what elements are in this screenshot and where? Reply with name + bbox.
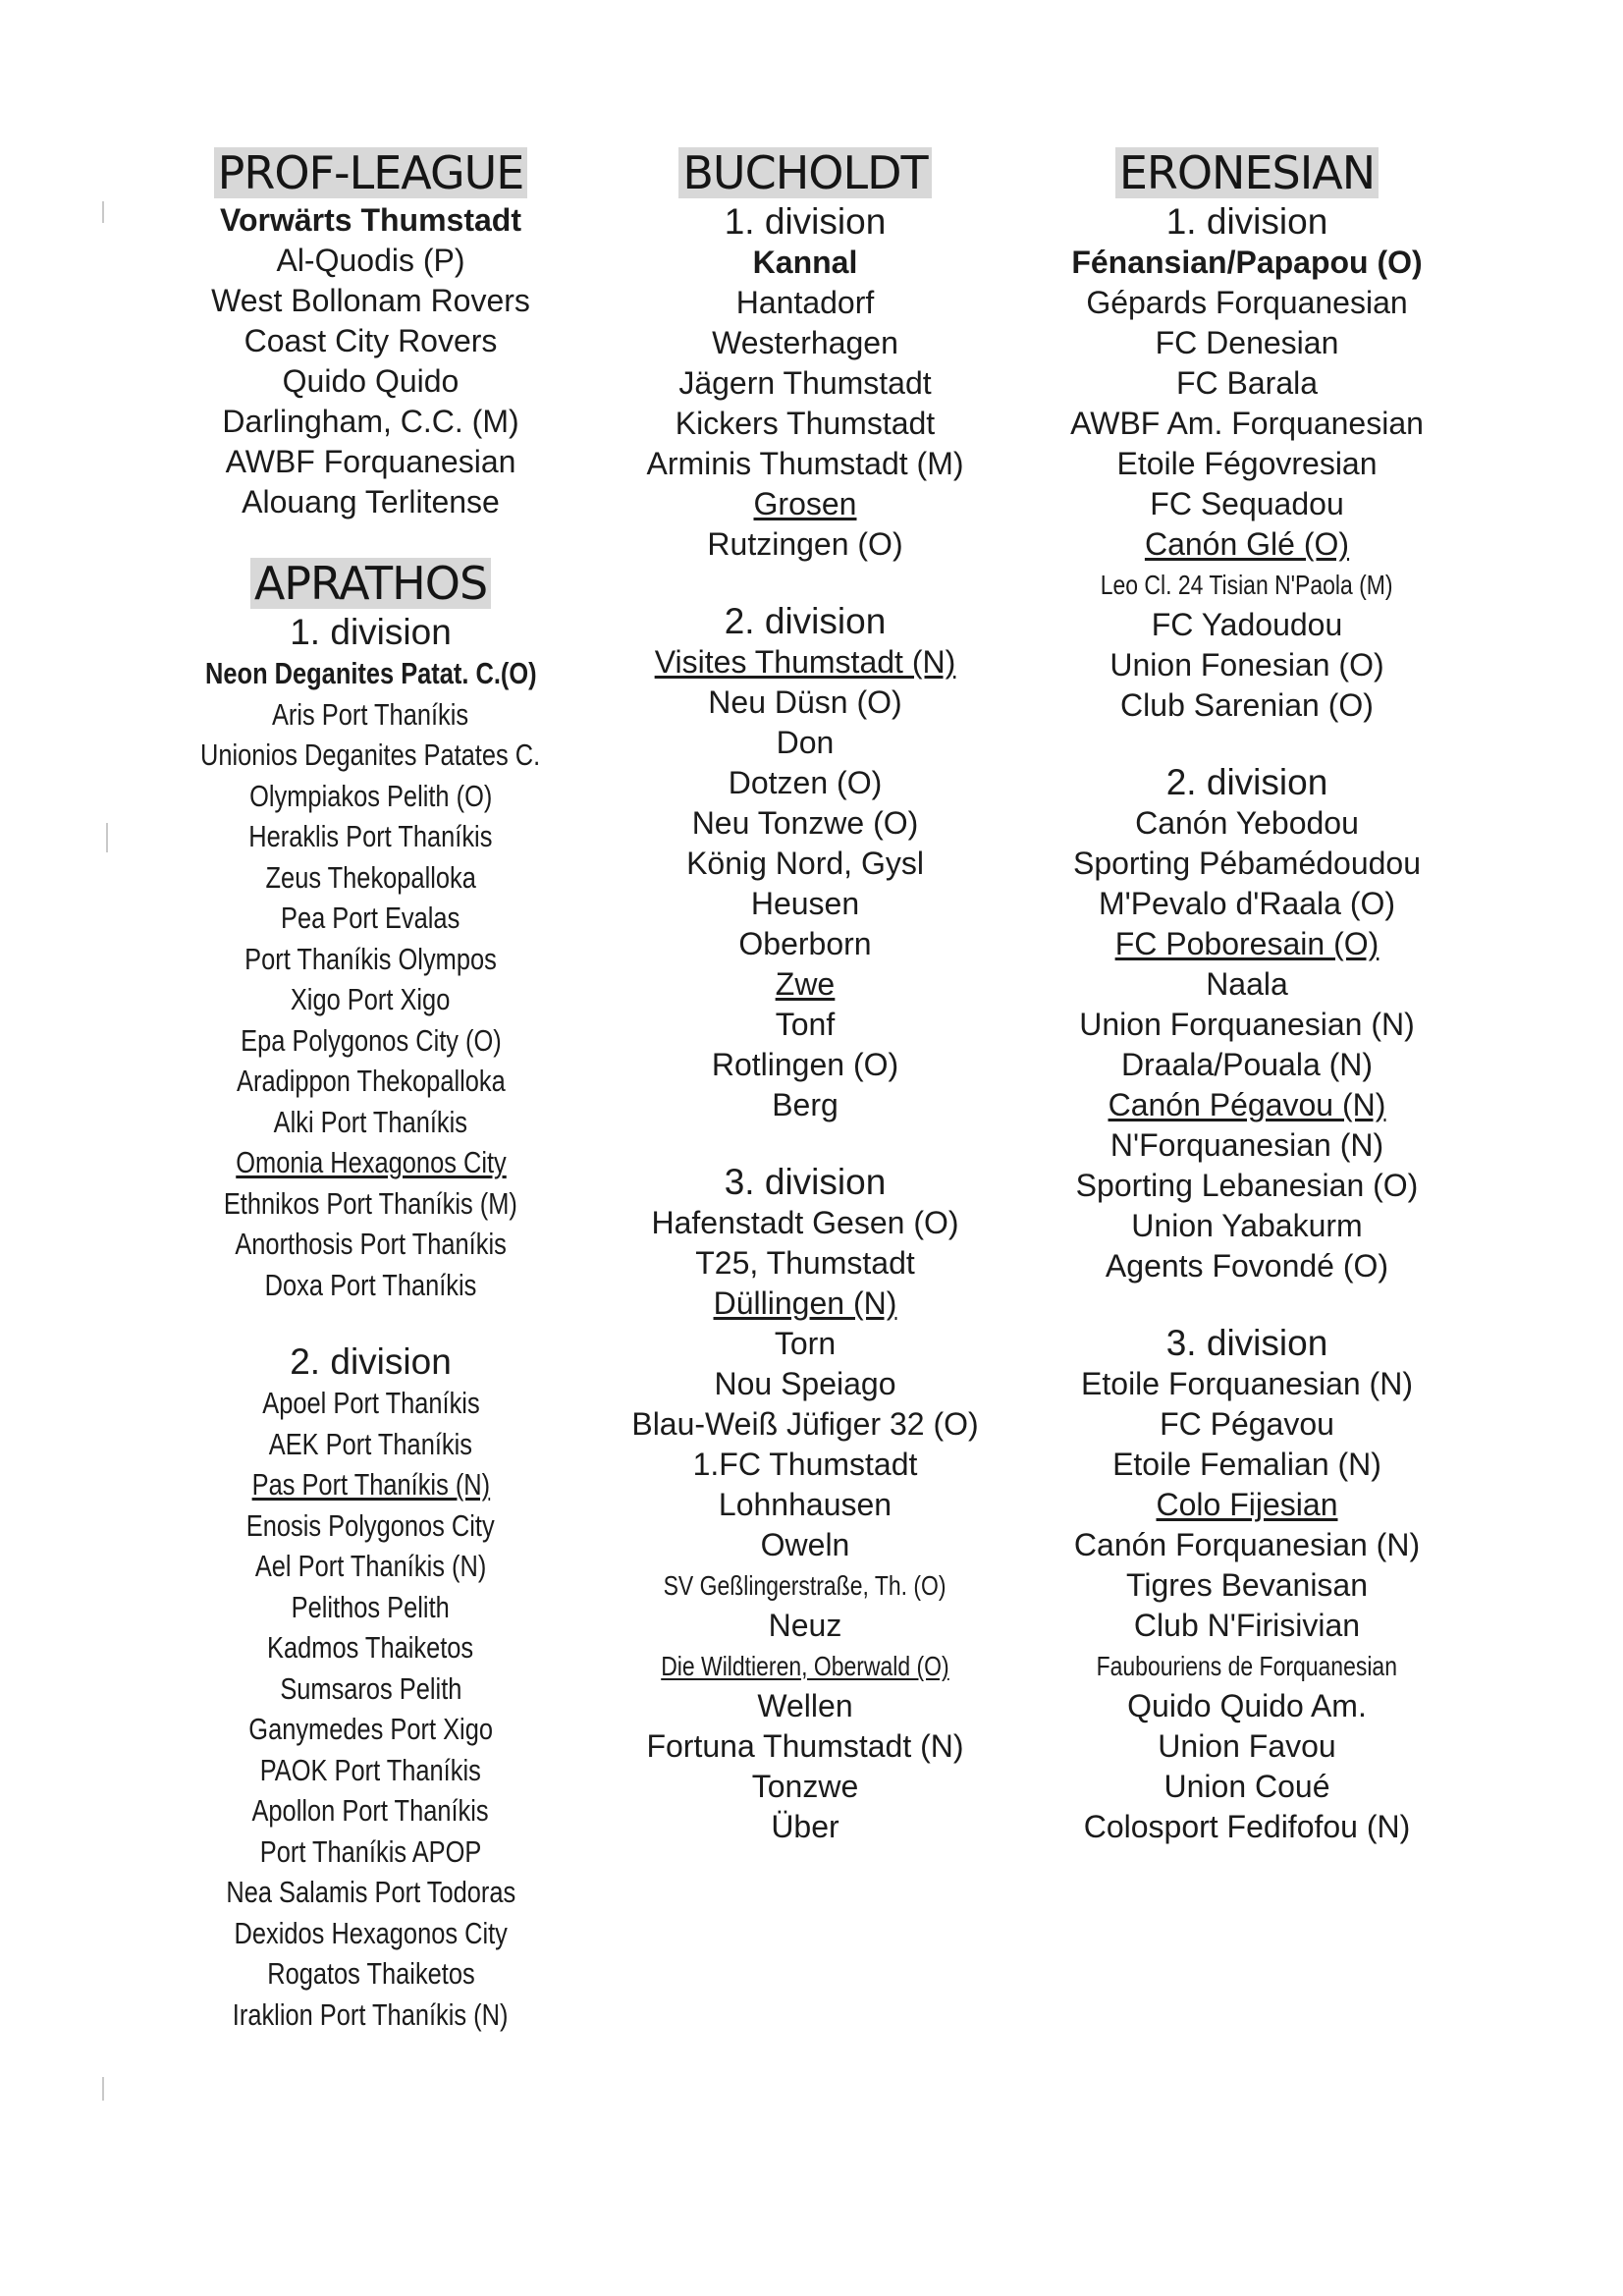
team-entry (1036, 605, 1458, 645)
team-entry (599, 323, 1011, 363)
team-name: Alki Port Thaníkis (273, 1104, 468, 1139)
team-entry (152, 1709, 589, 1750)
team-name: Hafenstadt Gesen (O) (651, 1205, 959, 1240)
team-name: Doxa Port Thaníkis (264, 1267, 477, 1302)
team-name: Club Sarenian (O) (1120, 687, 1374, 723)
team-entry (599, 1324, 1011, 1364)
team-name: Zeus Thekopalloka (265, 859, 476, 895)
team-name: Kadmos Thaiketos (267, 1630, 474, 1665)
team-name: Faubouriens de Forquanesian (1096, 1651, 1398, 1681)
team-entry (152, 1383, 589, 1424)
team-name: Aris Port Thaníkis (272, 696, 469, 732)
division-heading: 1. division (1165, 201, 1328, 242)
team-entry (599, 1005, 1011, 1045)
team-name: Westerhagen (712, 325, 898, 360)
team-name: Arminis Thumstadt (M) (646, 446, 964, 481)
team-name: Canón Pégavou (N) (1108, 1087, 1386, 1122)
team-name: Leo Cl. 24 Tisian N'Paola (M) (1101, 570, 1393, 600)
team-name: Jägern Thumstadt (678, 365, 932, 401)
team-name: Vorwärts Thumstadt (220, 202, 521, 238)
column-prof-league-aprathos (152, 147, 589, 2035)
team-entry (1036, 524, 1458, 565)
team-entry (599, 723, 1011, 763)
team-entry (599, 1243, 1011, 1284)
team-name: FC Sequadou (1150, 486, 1344, 521)
team-name: Nou Speiago (714, 1366, 896, 1401)
team-name: Omonia Hexagonos City (235, 1145, 507, 1179)
team-entry (599, 1445, 1011, 1485)
team-entry (152, 1224, 589, 1265)
team-entry (1036, 404, 1458, 444)
team-entry (599, 404, 1011, 444)
column-bucholdt (599, 147, 1011, 1847)
team-entry (1036, 685, 1458, 726)
team-entry (152, 1102, 589, 1143)
team-entry (152, 1464, 589, 1505)
team-name: Canón Yebodou (1135, 805, 1359, 841)
team-entry (152, 1627, 589, 1668)
team-entry (152, 776, 589, 817)
team-name: Dexidos Hexagonos City (234, 1915, 508, 1950)
team-entry (1036, 1767, 1458, 1807)
team-name: Darlingham, C.C. (M) (222, 404, 519, 439)
team-name: Zwe (775, 966, 836, 1002)
team-entry (599, 1767, 1011, 1807)
team-name: Sumsaros Pelith (279, 1670, 462, 1706)
team-entry (152, 402, 589, 442)
team-entry (152, 1020, 589, 1062)
team-name: Port Thaníkis Olympos (244, 941, 497, 976)
team-name: Sporting Pébamédoudou (1072, 846, 1422, 881)
team-name: Naala (1206, 966, 1288, 1002)
team-name: Rogatos Thaiketos (266, 1956, 475, 1991)
team-entry (1036, 844, 1458, 884)
team-name: Heraklis Port Thaníkis (248, 819, 493, 853)
team-name: 1.FC Thumstadt (692, 1447, 918, 1482)
team-entry (1036, 363, 1458, 404)
team-name: SV Geßlingerstraße, Th. (O) (664, 1570, 947, 1601)
team-name: Heusen (750, 886, 860, 921)
team-entry (1036, 565, 1458, 605)
team-entry (1036, 1445, 1458, 1485)
team-name: Union Coué (1163, 1769, 1330, 1804)
team-name: Über (771, 1809, 839, 1844)
team-name: Nea Salamis Port Todoras (226, 1875, 515, 1909)
team-name: Canón Forquanesian (N) (1073, 1527, 1421, 1562)
team-entry (599, 964, 1011, 1005)
team-name: Grosen (753, 486, 857, 521)
team-entry (152, 361, 589, 402)
team-entry (599, 1404, 1011, 1445)
team-list (152, 1383, 589, 2035)
team-name: Hantadorf (735, 285, 875, 320)
team-entry (152, 816, 589, 857)
team-entry (152, 1953, 589, 1995)
team-name: Neu Tonzwe (O) (691, 805, 919, 841)
team-name: Blau-Weiß Jüfiger 32 (O) (631, 1406, 979, 1442)
team-entry (1036, 1606, 1458, 1646)
team-entry (599, 924, 1011, 964)
team-name: Etoile Femalian (N) (1112, 1447, 1381, 1482)
team-name: Port Thaníkis APOP (259, 1833, 482, 1869)
team-entry (1036, 1045, 1458, 1085)
team-entry (599, 1686, 1011, 1726)
league-section (152, 558, 589, 1305)
team-name: Torn (774, 1326, 837, 1361)
team-entry (1036, 1565, 1458, 1606)
division-heading: 3. division (724, 1162, 887, 1202)
team-entry (1036, 964, 1458, 1005)
team-name: Neuz (768, 1608, 842, 1643)
team-name: T25, Thumstadt (695, 1245, 915, 1281)
team-entry (152, 735, 589, 776)
column-eronesian (1036, 147, 1458, 1847)
team-entry (599, 1807, 1011, 1847)
team-name: Draala/Pouala (N) (1120, 1047, 1374, 1082)
team-entry (599, 484, 1011, 524)
team-name: Union Favou (1158, 1728, 1336, 1764)
team-entry (152, 1995, 589, 2036)
team-list (599, 243, 1011, 565)
team-name: Fortuna Thumstadt (N) (646, 1728, 964, 1764)
team-entry (152, 1750, 589, 1791)
team-name: Alouang Terlitense (242, 484, 500, 519)
team-name: Anorthosis Port Thaníkis (235, 1227, 507, 1261)
team-entry (152, 1142, 589, 1183)
team-entry (599, 283, 1011, 323)
team-name: Etoile Fégovresian (1116, 446, 1378, 481)
league-section (1036, 147, 1458, 726)
team-list (1036, 1364, 1458, 1847)
team-name: Kannal (752, 245, 858, 280)
team-entry (1036, 283, 1458, 323)
team-name: Union Forquanesian (N) (1079, 1007, 1415, 1042)
team-list (152, 653, 589, 1305)
team-entry (599, 1646, 1011, 1686)
team-name: Rotlingen (O) (711, 1047, 899, 1082)
team-name: FC Poboresain (O) (1114, 926, 1380, 961)
scan-mark (102, 2077, 104, 2101)
team-entry (599, 683, 1011, 723)
team-entry (1036, 1085, 1458, 1125)
team-entry (152, 1587, 589, 1628)
team-name: N'Forquanesian (N) (1109, 1127, 1384, 1163)
team-name: Enosis Polygonos City (246, 1507, 495, 1543)
team-entry (1036, 1364, 1458, 1404)
team-entry (152, 1913, 589, 1954)
league-title: ERONESIAN (1115, 147, 1379, 198)
team-entry (152, 482, 589, 522)
team-name: Union Yabakurm (1131, 1208, 1363, 1243)
team-entry (152, 898, 589, 939)
team-entry (599, 1485, 1011, 1525)
league-title: APRATHOS (250, 558, 491, 609)
team-entry (152, 442, 589, 482)
team-entry (1036, 884, 1458, 924)
team-entry (1036, 1005, 1458, 1045)
team-name: Quido Quido Am. (1127, 1688, 1367, 1723)
team-entry (1036, 1166, 1458, 1206)
team-name: Visites Thumstadt (N) (654, 644, 956, 680)
team-entry (152, 1265, 589, 1306)
team-entry (599, 1045, 1011, 1085)
team-name: FC Yadoudou (1151, 607, 1343, 642)
team-name: Olympiakos Pelith (O) (248, 778, 493, 813)
team-name: M'Pevalo d'Raala (O) (1098, 886, 1396, 921)
team-entry (152, 241, 589, 281)
team-name: Tigres Bevanisan (1125, 1567, 1369, 1603)
scan-mark (106, 823, 108, 852)
team-name: Gépards Forquanesian (1086, 285, 1408, 320)
team-entry (1036, 1125, 1458, 1166)
team-name: Aradippon Thekopalloka (236, 1064, 506, 1098)
team-name: Oweln (760, 1527, 850, 1562)
division-heading: 1. division (724, 201, 887, 242)
team-name: Etoile Forquanesian (N) (1081, 1366, 1413, 1401)
team-entry (1036, 243, 1458, 283)
team-name: Fénansian/Papapou (O) (1071, 245, 1423, 280)
team-entry (599, 1203, 1011, 1243)
team-entry (599, 243, 1011, 283)
league-title: PROF-LEAGUE (214, 147, 528, 198)
division-heading: 2. division (290, 1341, 452, 1382)
team-name: Al-Quodis (P) (276, 243, 465, 278)
team-name: Club N'Firisivian (1133, 1608, 1361, 1643)
team-name: Coast City Rovers (243, 323, 498, 358)
team-name: Tonf (775, 1007, 836, 1042)
team-name: Xigo Port Xigo (291, 982, 451, 1016)
league-section (152, 1340, 589, 2035)
team-name: Oberborn (738, 926, 872, 961)
team-entry (599, 642, 1011, 683)
team-name: PAOK Port Thaníkis (259, 1752, 482, 1787)
team-entry (152, 694, 589, 736)
team-entry (1036, 1807, 1458, 1847)
team-name: Lohnhausen (718, 1487, 893, 1522)
team-name: Sporting Lebanesian (O) (1075, 1168, 1419, 1203)
team-name: FC Pégavou (1160, 1406, 1334, 1442)
team-entry (599, 1565, 1011, 1606)
team-entry (152, 1061, 589, 1102)
team-name: FC Barala (1175, 365, 1319, 401)
team-name: Pas Port Thaníkis (N) (251, 1467, 490, 1502)
team-name: Kickers Thumstadt (675, 406, 936, 441)
team-name: Wellen (757, 1688, 853, 1723)
team-entry (1036, 1485, 1458, 1525)
team-name: Ethnikos Port Thaníkis (M) (223, 1185, 518, 1221)
division-heading: 2. division (724, 601, 887, 641)
team-entry (1036, 803, 1458, 844)
team-name: Die Wildtieren, Oberwald (O) (661, 1651, 949, 1681)
division-heading: 2. division (1165, 762, 1328, 802)
team-entry (152, 321, 589, 361)
team-entry (599, 1085, 1011, 1125)
division-heading: 3. division (1165, 1323, 1328, 1363)
team-entry (152, 1424, 589, 1465)
team-entry (152, 1546, 589, 1587)
team-entry (152, 1872, 589, 1913)
team-entry (152, 1790, 589, 1831)
team-list (599, 1203, 1011, 1847)
league-section (152, 147, 589, 522)
team-entry (152, 653, 589, 694)
team-entry (152, 979, 589, 1020)
team-name: Ael Port Thaníkis (N) (254, 1549, 487, 1583)
team-entry (1036, 1525, 1458, 1565)
team-list (1036, 803, 1458, 1286)
team-entry (599, 444, 1011, 484)
team-name: Rutzingen (O) (707, 526, 903, 562)
team-entry (599, 884, 1011, 924)
league-section (1036, 761, 1458, 1286)
team-name: Colo Fijesian (1156, 1487, 1338, 1522)
scan-mark (102, 201, 104, 223)
team-name: Düllingen (N) (713, 1285, 897, 1321)
team-entry (152, 857, 589, 899)
team-name: Canón Glé (O) (1144, 526, 1350, 562)
team-entry (599, 1284, 1011, 1324)
team-entry (599, 1364, 1011, 1404)
team-name: Ganymedes Port Xigo (248, 1712, 493, 1746)
team-entry (152, 200, 589, 241)
league-section (1036, 1322, 1458, 1847)
team-name: Don (776, 725, 835, 760)
team-name: Neon Deganites Patat. C.(O) (204, 656, 537, 690)
team-entry (152, 1505, 589, 1547)
team-name: Berg (772, 1087, 839, 1122)
team-entry (599, 763, 1011, 803)
team-name: Iraklion Port Thaníkis (N) (233, 1996, 509, 2032)
team-entry (1036, 924, 1458, 964)
team-entry (599, 1525, 1011, 1565)
division-heading: 1. division (290, 612, 452, 652)
team-name: Quido Quido (282, 363, 460, 399)
team-entry (1036, 645, 1458, 685)
team-entry (599, 803, 1011, 844)
team-entry (1036, 1646, 1458, 1686)
team-entry (1036, 1726, 1458, 1767)
team-entry (599, 363, 1011, 404)
team-entry (152, 1668, 589, 1710)
team-entry (1036, 1206, 1458, 1246)
team-entry (152, 1183, 589, 1225)
team-entry (599, 844, 1011, 884)
team-entry (599, 524, 1011, 565)
team-name: Unionios Deganites Patates C. (200, 738, 541, 772)
team-name: Pelithos Pelith (291, 1589, 451, 1624)
team-entry (152, 1831, 589, 1873)
team-name: Apollon Port Thaníkis (251, 1793, 490, 1828)
team-entry (1036, 444, 1458, 484)
team-name: AWBF Am. Forquanesian (1070, 406, 1424, 441)
team-entry (1036, 1686, 1458, 1726)
league-section (599, 1161, 1011, 1847)
team-entry (152, 281, 589, 321)
team-name: Tonzwe (751, 1769, 859, 1804)
team-list (152, 200, 589, 522)
team-name: Dotzen (O) (728, 765, 883, 800)
team-name: Apoel Port Thaníkis (261, 1386, 480, 1420)
league-title: BUCHOLDT (678, 147, 931, 198)
team-name: Union Fonesian (O) (1109, 647, 1384, 683)
team-name: König Nord, Gysl (686, 846, 924, 881)
team-entry (1036, 484, 1458, 524)
league-section (599, 600, 1011, 1125)
team-entry (1036, 323, 1458, 363)
team-entry (1036, 1246, 1458, 1286)
team-name: Epa Polygonos City (O) (240, 1022, 502, 1058)
team-name: Neu Düsn (O) (708, 684, 902, 720)
team-name: AWBF Forquanesian (225, 444, 516, 479)
team-list (599, 642, 1011, 1125)
team-name: Agents Fovondé (O) (1105, 1248, 1389, 1284)
team-name: West Bollonam Rovers (211, 283, 530, 318)
team-entry (1036, 1404, 1458, 1445)
team-name: AEK Port Thaníkis (268, 1426, 473, 1461)
team-name: Colosport Fedifofou (N) (1083, 1809, 1411, 1844)
team-entry (152, 939, 589, 980)
team-list (1036, 243, 1458, 726)
team-entry (599, 1726, 1011, 1767)
team-name: FC Denesian (1155, 325, 1339, 360)
team-name: Pea Port Evalas (281, 901, 460, 935)
league-section (599, 147, 1011, 565)
team-entry (599, 1606, 1011, 1646)
